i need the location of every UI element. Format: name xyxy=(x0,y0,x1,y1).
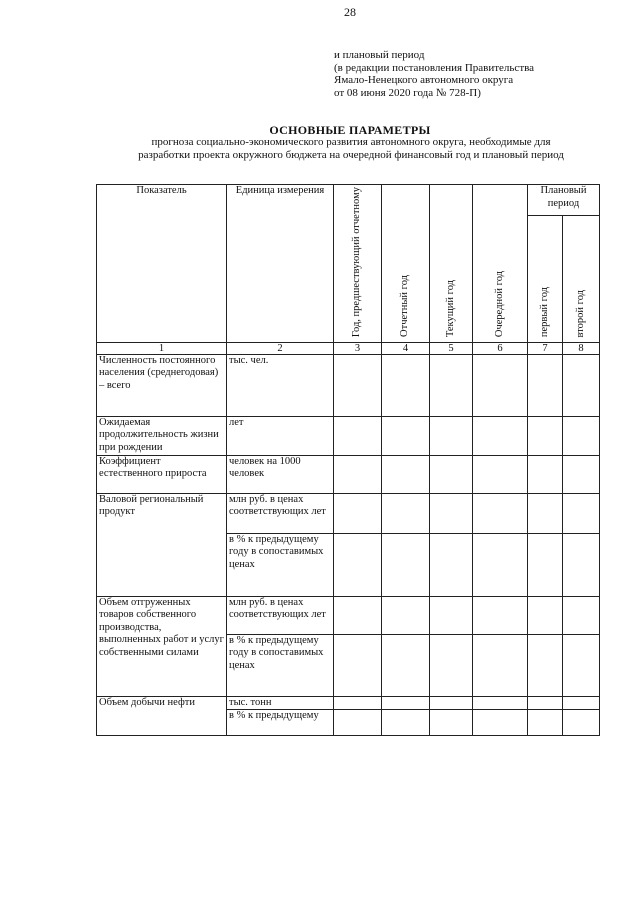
unit-cell: тыс. тонн xyxy=(227,696,334,710)
document-subtitle xyxy=(96,136,606,162)
value-cell xyxy=(382,354,430,416)
header-second-year-label: второй год xyxy=(574,289,586,338)
value-cell xyxy=(473,416,528,455)
value-cell xyxy=(334,710,382,736)
value-cell xyxy=(528,634,563,696)
subtitle-line: разработки проекта окружного бюджета на очередной финансовый год и плановый период xyxy=(138,149,564,161)
header-current-year xyxy=(430,185,473,343)
value-cell xyxy=(528,596,563,634)
column-number: 5 xyxy=(430,342,473,354)
header-note-line: и плановый период xyxy=(334,49,425,61)
header-note-line: Ямало-Ненецкого автономного округа xyxy=(334,74,514,86)
value-cell xyxy=(528,710,563,736)
value-cell xyxy=(430,710,473,736)
value-cell xyxy=(430,354,473,416)
value-cell xyxy=(563,696,600,710)
unit-cell: лет xyxy=(227,416,334,455)
value-cell xyxy=(382,596,430,634)
value-cell xyxy=(334,455,382,493)
value-cell xyxy=(334,533,382,596)
header-second-year xyxy=(563,216,600,343)
column-number: 2 xyxy=(227,342,334,354)
value-cell xyxy=(334,354,382,416)
table-row xyxy=(97,354,600,416)
unit-cell: тыс. чел. xyxy=(227,354,334,416)
indicator-cell: Объем отгруженных товаров собственного производства, выполненных работ и услуг собственными силами xyxy=(97,596,227,696)
value-cell xyxy=(473,455,528,493)
header-current-year-label: Текущий год xyxy=(444,279,456,338)
unit-cell: в % к предыдущему году в сопоставимых ценах xyxy=(227,533,334,596)
value-cell xyxy=(334,416,382,455)
header-note xyxy=(334,49,534,99)
value-cell xyxy=(563,493,600,533)
document-title: ОСНОВНЫЕ ПАРАМЕТРЫ xyxy=(269,123,431,137)
header-planning-period: Плановый период xyxy=(528,185,600,216)
header-next-year xyxy=(473,185,528,343)
unit-cell: человек на 1000 человек xyxy=(227,455,334,493)
value-cell xyxy=(430,493,473,533)
header-report-year xyxy=(382,185,430,343)
parameters-table xyxy=(96,184,600,736)
value-cell xyxy=(473,354,528,416)
value-cell xyxy=(473,596,528,634)
column-number: 7 xyxy=(528,342,563,354)
unit-cell: в % к предыдущему году в сопоставимых ценах xyxy=(227,634,334,696)
value-cell xyxy=(430,596,473,634)
header-row xyxy=(97,185,600,216)
unit-cell: в % к предыдущему xyxy=(227,710,334,736)
indicator-cell: Коэффициент естественного прироста xyxy=(97,455,227,493)
value-cell xyxy=(563,710,600,736)
value-cell xyxy=(528,416,563,455)
value-cell xyxy=(382,533,430,596)
header-unit: Единица измерения xyxy=(227,185,334,343)
header-note-line: от 08 июня 2020 года № 728-П) xyxy=(334,86,481,99)
value-cell xyxy=(528,493,563,533)
table-row xyxy=(97,696,600,710)
header-note-line: (в редакции постановления Правительства xyxy=(334,61,535,74)
table-row xyxy=(97,493,600,533)
header-indicator: Показатель xyxy=(97,185,227,343)
subtitle-line: прогноза социально-экономического развития автономного округа, необходимые для xyxy=(151,136,551,148)
table-row xyxy=(97,455,600,493)
header-next-year-label: Очередной год xyxy=(493,271,505,338)
value-cell xyxy=(382,710,430,736)
value-cell xyxy=(528,455,563,493)
value-cell xyxy=(430,416,473,455)
header-report-year-label: Отчетный год xyxy=(399,275,411,338)
value-cell xyxy=(563,596,600,634)
page-number: 28 xyxy=(344,5,356,19)
table-row xyxy=(97,416,600,455)
header-first-year xyxy=(528,216,563,343)
column-number: 6 xyxy=(473,342,528,354)
value-cell xyxy=(473,493,528,533)
value-cell xyxy=(382,493,430,533)
value-cell xyxy=(528,696,563,710)
table-row xyxy=(97,596,600,634)
value-cell xyxy=(382,416,430,455)
column-number: 4 xyxy=(382,342,430,354)
value-cell xyxy=(334,596,382,634)
value-cell xyxy=(563,416,600,455)
indicator-cell: Объем добычи нефти xyxy=(97,696,227,736)
header-first-year-label: первый год xyxy=(538,287,550,338)
value-cell xyxy=(382,696,430,710)
value-cell xyxy=(528,354,563,416)
value-cell xyxy=(334,696,382,710)
value-cell xyxy=(382,634,430,696)
value-cell xyxy=(528,533,563,596)
value-cell xyxy=(382,455,430,493)
unit-cell: млн руб. в ценах соответствующих лет xyxy=(227,493,334,533)
column-numbers-row xyxy=(97,342,600,354)
column-number: 3 xyxy=(334,342,382,354)
header-pre-report-year-label: Год, предшествующий отчетному xyxy=(351,187,363,338)
value-cell xyxy=(563,634,600,696)
header-pre-report-year xyxy=(334,185,382,343)
value-cell xyxy=(473,634,528,696)
value-cell xyxy=(473,710,528,736)
value-cell xyxy=(430,696,473,710)
value-cell xyxy=(563,533,600,596)
value-cell xyxy=(473,533,528,596)
indicator-cell: Численность постоянного населения (среднегодовая) – всего xyxy=(97,354,227,416)
value-cell xyxy=(563,354,600,416)
indicator-cell: Валовой региональный продукт xyxy=(97,493,227,596)
indicator-cell: Ожидаемая продолжительность жизни при рождении xyxy=(97,416,227,455)
value-cell xyxy=(563,455,600,493)
unit-cell: млн руб. в ценах соответствующих лет xyxy=(227,596,334,634)
column-number: 1 xyxy=(97,342,227,354)
value-cell xyxy=(473,696,528,710)
value-cell xyxy=(334,634,382,696)
value-cell xyxy=(430,455,473,493)
column-number: 8 xyxy=(563,342,600,354)
value-cell xyxy=(430,533,473,596)
value-cell xyxy=(334,493,382,533)
value-cell xyxy=(430,634,473,696)
